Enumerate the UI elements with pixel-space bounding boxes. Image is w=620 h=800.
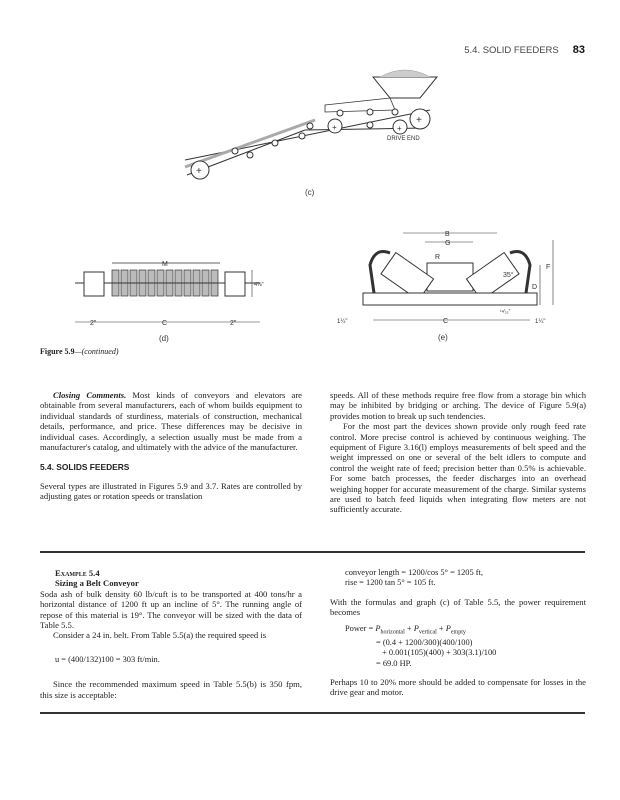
dim-angle: 35° bbox=[503, 272, 514, 279]
caption-label: Figure 5.9 bbox=[40, 347, 75, 356]
figure-d-idler-roll bbox=[70, 255, 270, 350]
example-right bbox=[330, 568, 586, 698]
power-lhs: Power = bbox=[345, 623, 376, 633]
p-symbol: P bbox=[375, 623, 381, 633]
paragraph: For the most part the devices shown provide only rough feed rate control. More precise control is achieved by continuous weighing. The equipment of Figure 3.16(l) employs measurements of belt speed and the weight impressed on one or several of the belt idlers to compute and control the weight rate of feed; precision better than 0.5% is achievable. For some batch processes, the feeder discharges into an overhead weighing hopper for accurate measurement of the charge. Similar systems are used to batch feed liquids when integrating flow meters are not sufficiently accurate. bbox=[330, 421, 586, 515]
example-top-rule bbox=[40, 551, 585, 553]
dim-left: 2" bbox=[90, 320, 97, 327]
closing-comments-text: Most kinds of conveyors and elevators are obtainable from several manufacturers, each of whom builds equipment to individual standards of sturdiness, materials of construction, mechanical details, performance, and price. These differences may be decisive in individual cases. Accordingly, a selection usually must be made from a manufacturer's catalog, and ultimately with the advice of the manufacturer. bbox=[40, 390, 302, 453]
dim-f: F bbox=[546, 264, 551, 271]
dim-b: B bbox=[445, 231, 450, 238]
dim-c: C bbox=[162, 320, 168, 327]
dim-height: 4⅝" bbox=[254, 282, 264, 288]
feeders-paragraph: Several types are illustrated in Figures 5.9 and 3.7. Rates are controlled by adjusting gates or rotation speeds or translation bbox=[40, 480, 302, 502]
subscript: empty bbox=[450, 629, 466, 636]
dim-d: D bbox=[532, 284, 538, 291]
dim-small: ¹⁹⁄₃₂" bbox=[500, 309, 511, 315]
paragraph: Perhaps 10 to 20% more should be added to compensate for losses in the drive gear and motor. bbox=[330, 676, 586, 698]
equation-line: + 0.001(105)(400) + 303(3.1)/100 bbox=[382, 648, 497, 658]
p-symbol: P bbox=[445, 623, 451, 633]
svg-text:+: + bbox=[397, 124, 402, 133]
figure-c-label: (c) bbox=[305, 188, 315, 197]
dim-m: M bbox=[162, 261, 168, 268]
equation-line: = (0.4 + 1200/300)(400/100) bbox=[376, 637, 473, 647]
figure-e-troughing-idler bbox=[335, 225, 555, 350]
paragraph: speeds. All of these methods require free flow from a storage bin which may be inhibited by bridging or arching. The device of Figure 5.9(a) provides motion to break up such tendencies. bbox=[330, 390, 586, 421]
example-bottom-rule bbox=[40, 712, 585, 714]
figure-caption bbox=[40, 347, 119, 356]
running-header bbox=[400, 44, 585, 56]
caption-continued: —(continued) bbox=[74, 347, 119, 356]
example-title: Sizing a Belt Conveyor bbox=[55, 578, 139, 589]
p-symbol: P bbox=[413, 623, 419, 633]
svg-text:+: + bbox=[416, 115, 422, 126]
dim-c: C bbox=[443, 318, 449, 325]
page-number: 83 bbox=[572, 44, 585, 56]
section-heading: 5.4. SOLIDS FEEDERS bbox=[40, 462, 130, 473]
dim-g: G bbox=[445, 240, 451, 247]
equation-result: = 69.0 HP. bbox=[376, 658, 412, 668]
example-left bbox=[40, 568, 302, 700]
dim-r: R bbox=[435, 254, 441, 261]
closing-comments-title: Closing Comments. bbox=[53, 390, 127, 400]
drive-end-label: DRIVE END bbox=[387, 136, 420, 142]
section-title: 5.4. SOLID FEEDERS bbox=[464, 45, 559, 56]
dim-left: 1¼" bbox=[337, 319, 348, 325]
paragraph: With the formulas and graph (c) of Table 5.5, the power requirement becomes bbox=[330, 596, 586, 618]
right-column bbox=[330, 390, 586, 515]
figure-d-label: (d) bbox=[159, 334, 169, 343]
dim-right: 1¼" bbox=[535, 319, 546, 325]
equation-length: conveyor length = 1200/cos 5° = 1205 ft, bbox=[345, 568, 483, 577]
equation-rise: rise = 1200 tan 5° = 105 ft. bbox=[345, 578, 436, 588]
svg-text:+: + bbox=[196, 166, 202, 177]
paragraph: Consider a 24 in. belt. From Table 5.5(a) the required speed is bbox=[53, 630, 267, 641]
paragraph: Soda ash of bulk density 60 lb/cuft is to be transported at 400 tons/hr a horizontal distance of 1200 ft up an incline of 5°. The running angle of repose of this material is 19°. The conveyor will be sized with the data of Table 5.5. bbox=[40, 588, 302, 631]
figure-e-label: (e) bbox=[438, 333, 448, 342]
equation-speed: u = (400/132)100 = 303 ft/min. bbox=[55, 654, 160, 664]
dim-right: 2" bbox=[230, 320, 237, 327]
svg-text:+: + bbox=[332, 123, 337, 132]
equation-power: Power = $P_{horizontal} + P_{vertical} + P_{empty}$ bbox=[345, 623, 466, 636]
subscript: horizontal bbox=[380, 629, 405, 636]
figure-c-belt-conveyor bbox=[175, 60, 445, 200]
paragraph: Since the recommended maximum speed in Table 5.5(b) is 350 fpm, this size is acceptable: bbox=[40, 679, 302, 700]
example-number: Example 5.4 bbox=[55, 568, 100, 578]
subscript: vertical bbox=[418, 629, 437, 636]
left-column bbox=[40, 390, 302, 502]
